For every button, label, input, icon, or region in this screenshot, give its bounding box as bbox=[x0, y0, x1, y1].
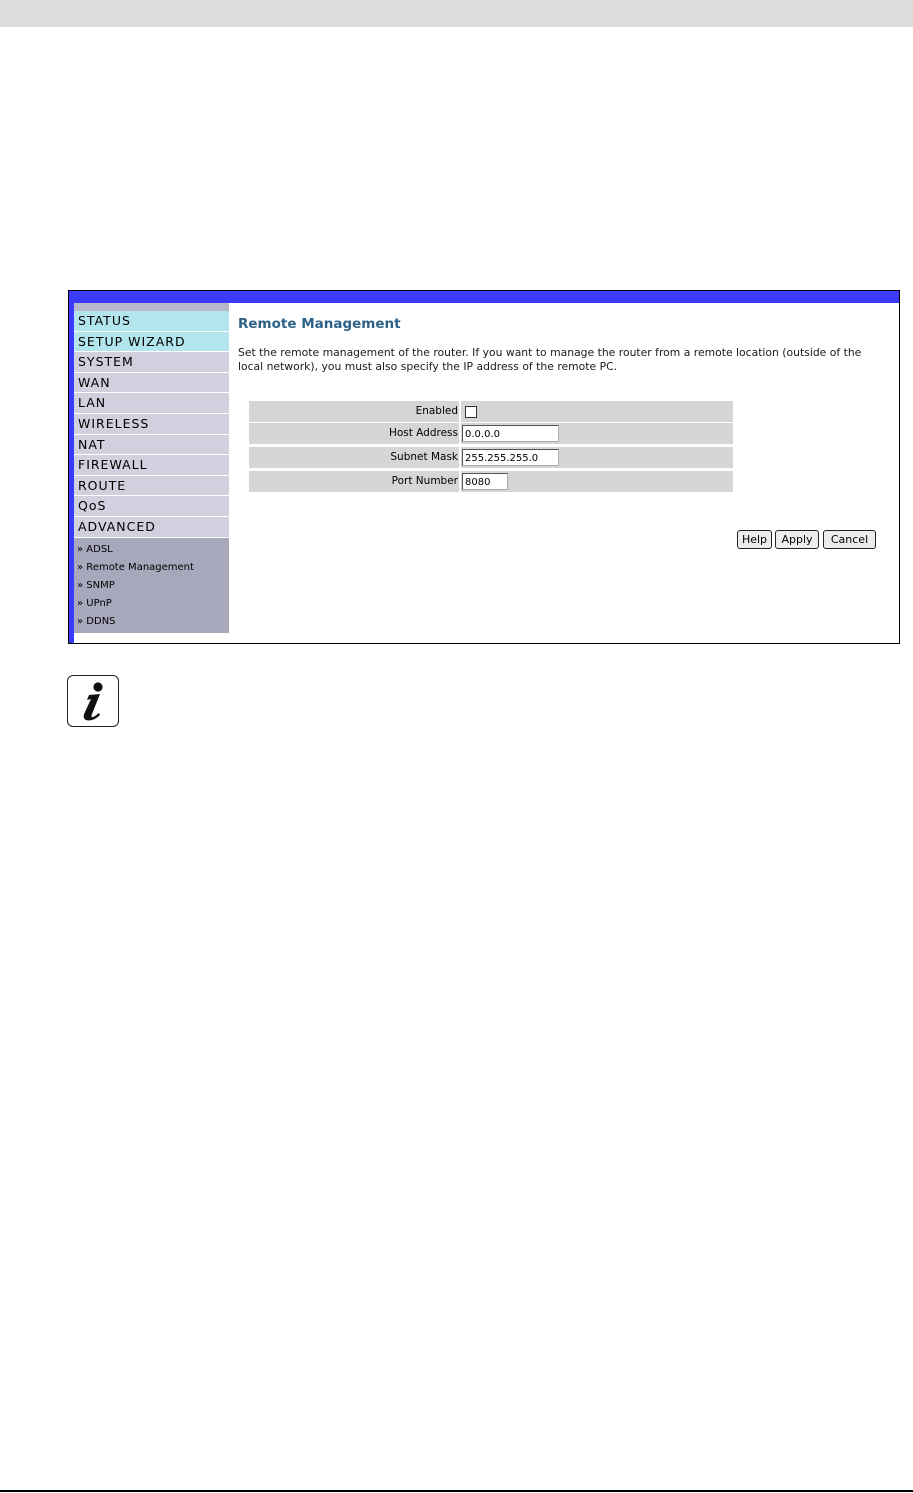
form-row-host-address bbox=[249, 423, 733, 444]
sidebar-item-system[interactable]: SYSTEM bbox=[74, 352, 229, 373]
submenu-item-adsl[interactable]: » ADSL bbox=[77, 543, 113, 555]
sidebar-item-route[interactable]: ROUTE bbox=[74, 476, 229, 497]
sidebar-item-lan[interactable]: LAN bbox=[74, 393, 229, 414]
document-footer-rule bbox=[0, 1490, 913, 1492]
form-row-enabled bbox=[249, 401, 733, 422]
cancel-button[interactable]: Cancel bbox=[823, 530, 876, 549]
help-button[interactable]: Help bbox=[737, 530, 772, 549]
submenu-item-upnp[interactable]: » UPnP bbox=[77, 597, 112, 609]
submenu-item-snmp[interactable]: » SNMP bbox=[77, 579, 115, 591]
subnet-mask-label: Subnet Mask bbox=[390, 451, 458, 463]
port-number-label: Port Number bbox=[391, 475, 458, 487]
sidebar-item-wireless[interactable]: WIRELESS bbox=[74, 414, 229, 435]
sidebar-item-firewall[interactable]: FIREWALL bbox=[74, 455, 229, 476]
enabled-label: Enabled bbox=[415, 405, 458, 417]
info-icon bbox=[67, 675, 119, 727]
enabled-checkbox[interactable] bbox=[465, 406, 477, 418]
page-description: Set the remote management of the router. If you want to manage the router from a remote location (outside of the local network), you must also specify the IP address of the remote PC. bbox=[238, 346, 862, 373]
submenu-item-remote-management[interactable]: » Remote Management bbox=[77, 561, 194, 573]
host-address-input[interactable]: 0.0.0.0 bbox=[462, 425, 559, 442]
form-row-subnet-mask bbox=[249, 447, 733, 468]
sidebar bbox=[74, 303, 229, 643]
form-row-port-number bbox=[249, 471, 733, 492]
sidebar-item-wan[interactable]: WAN bbox=[74, 373, 229, 394]
sidebar-item-advanced[interactable]: ADVANCED bbox=[74, 517, 229, 538]
sidebar-item-status[interactable]: STATUS bbox=[74, 311, 229, 332]
sidebar-item-nat[interactable]: NAT bbox=[74, 435, 229, 456]
page-title: Remote Management bbox=[238, 316, 401, 332]
subnet-mask-input[interactable]: 255.255.255.0 bbox=[462, 449, 559, 466]
advanced-submenu bbox=[74, 538, 229, 633]
host-address-label: Host Address bbox=[388, 427, 458, 439]
submenu-item-ddns[interactable]: » DDNS bbox=[77, 615, 116, 627]
sidebar-item-qos[interactable]: QoS bbox=[74, 496, 229, 517]
sidebar-item-setup-wizard[interactable]: SETUP WIZARD bbox=[74, 332, 229, 353]
admin-header-bar bbox=[69, 291, 899, 303]
document-header-bar bbox=[0, 0, 913, 27]
port-number-input[interactable]: 8080 bbox=[462, 473, 508, 490]
main-content bbox=[236, 303, 896, 643]
router-admin-screenshot bbox=[68, 290, 900, 644]
apply-button[interactable]: Apply bbox=[775, 530, 819, 549]
